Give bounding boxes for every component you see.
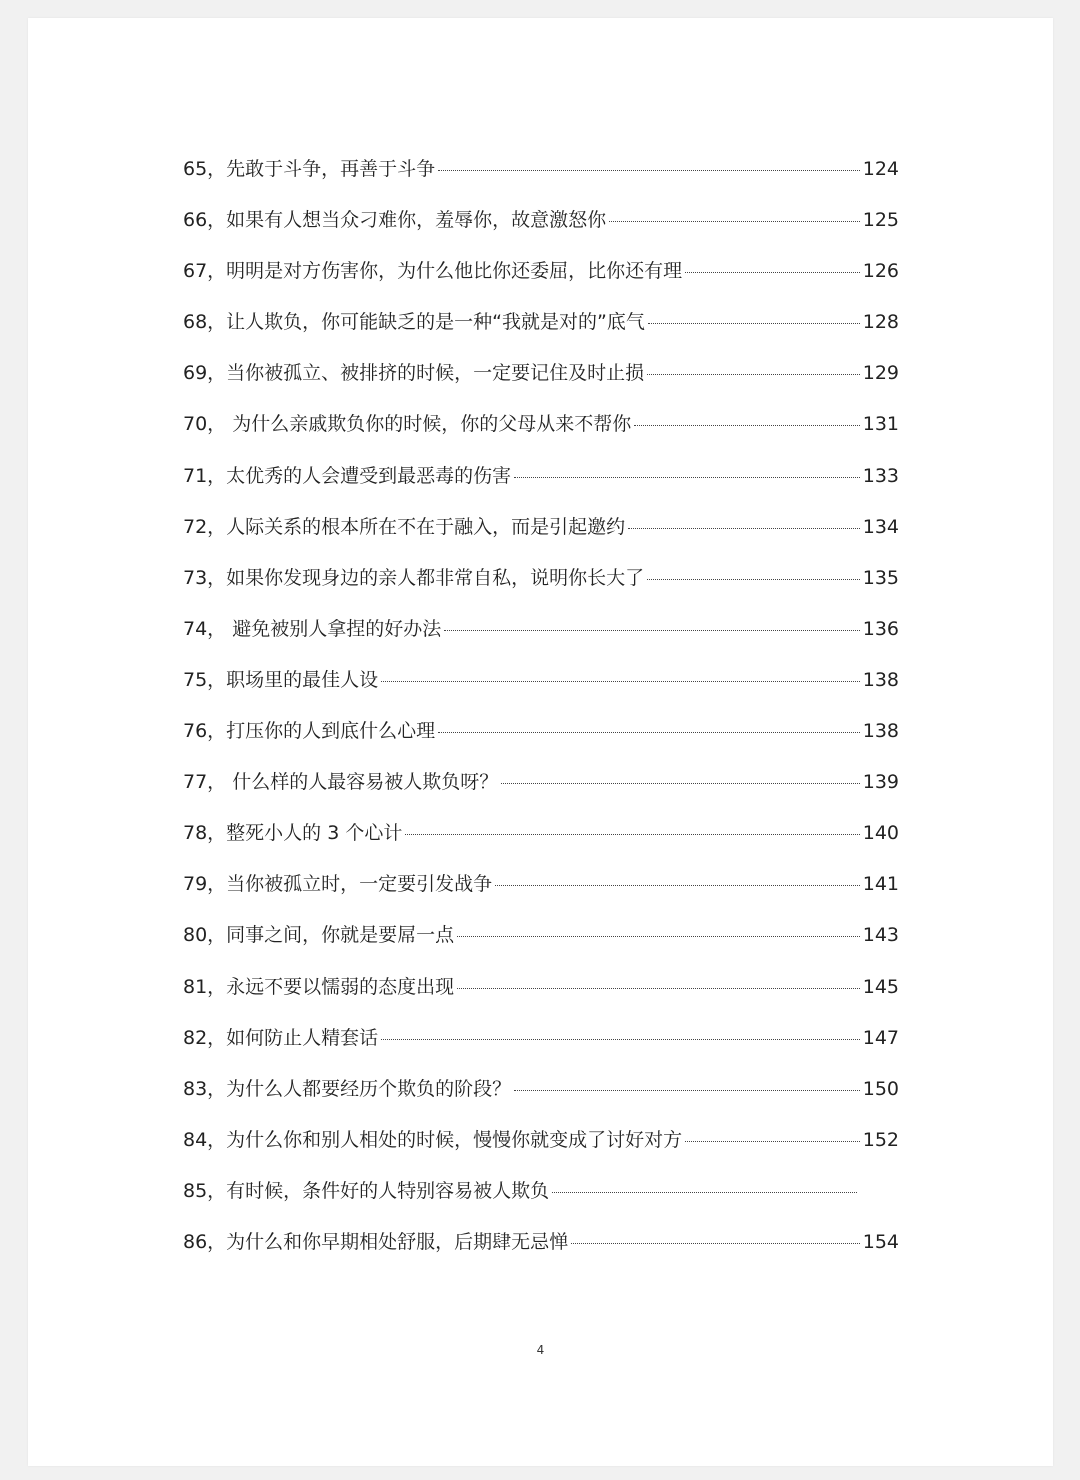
- dot-leader: [381, 681, 860, 682]
- toc-entry-title: 80，同事之间，你就是要屌一点: [183, 924, 455, 947]
- toc-entry-title: 83，为什么人都要经历个欺负的阶段？: [183, 1077, 512, 1100]
- toc-entry-83[interactable]: [183, 1074, 899, 1125]
- dot-leader: [514, 477, 860, 478]
- dot-leader: [571, 1243, 860, 1244]
- toc-entry-title: 70， 为什么亲戚欺负你的时候，你的父母从来不帮你: [183, 413, 632, 436]
- toc-entry-79[interactable]: [183, 869, 899, 920]
- toc-entry-page: 129: [862, 362, 899, 385]
- toc-entry-title: 73，如果你发现身边的亲人都非常自私，说明你长大了: [183, 566, 645, 589]
- toc-entry-page: 134: [862, 515, 899, 538]
- toc-entry-page: 152: [862, 1128, 899, 1151]
- dot-leader: [648, 323, 860, 324]
- toc-entry-title: 84，为什么你和别人相处的时候，慢慢你就变成了讨好对方: [183, 1128, 683, 1151]
- toc-entry-page: 150: [862, 1077, 899, 1100]
- toc-entry-title: 68，让人欺负，你可能缺乏的是一种“我就是对的”底气: [183, 311, 645, 334]
- toc-entry-page: 135: [862, 566, 899, 589]
- toc-entry-title: 81，永远不要以懦弱的态度出现: [183, 975, 455, 998]
- toc-entry-page: 131: [862, 413, 899, 436]
- toc-entry-76[interactable]: [183, 716, 899, 767]
- toc-entry-page: 141: [862, 873, 899, 896]
- dot-leader: [628, 528, 860, 529]
- toc-entry-page: 143: [862, 924, 899, 947]
- toc-entry-page: 138: [862, 720, 899, 743]
- toc-entry-86[interactable]: [183, 1227, 899, 1278]
- toc-entry-page: 147: [862, 1026, 899, 1049]
- dot-leader: [609, 221, 860, 222]
- toc-entry-page: 133: [862, 464, 899, 487]
- toc-entry-title: 71，太优秀的人会遭受到最恶毒的伤害: [183, 464, 512, 487]
- toc-entry-page: 124: [862, 158, 899, 180]
- page-number: 4: [536, 1343, 545, 1357]
- toc-entry-77[interactable]: [183, 767, 899, 818]
- dot-leader: [501, 783, 860, 784]
- toc-entry-title: 66，如果有人想当众刁难你，羞辱你，故意激怒你: [183, 209, 607, 232]
- toc-entry-title: 78，整死小人的 3 个心计: [183, 822, 403, 845]
- dot-leader: [438, 170, 860, 171]
- toc-entry-title: 85，有时候，条件好的人特别容易被人欺负: [183, 1179, 550, 1202]
- toc-entry-page: 154: [862, 1230, 899, 1253]
- toc-entry-68[interactable]: [183, 307, 899, 358]
- toc-entry-page: 136: [862, 617, 899, 640]
- toc-entry-title: 69，当你被孤立、被排挤的时候，一定要记住及时止损: [183, 362, 645, 385]
- toc-entry-66[interactable]: [183, 205, 899, 256]
- toc-entry-title: 76，打压你的人到底什么心理: [183, 720, 436, 743]
- dot-leader: [647, 579, 860, 580]
- toc-entry-70[interactable]: [183, 409, 899, 460]
- dot-leader: [381, 1039, 860, 1040]
- toc-entry-title: 67，明明是对方伤害你，为什么他比你还委屈，比你还有理: [183, 260, 683, 283]
- toc-entry-title: 86，为什么和你早期相处舒服，后期肆无忌惮: [183, 1230, 569, 1253]
- toc-entry-73[interactable]: [183, 563, 899, 614]
- toc-entry-65[interactable]: [183, 154, 899, 205]
- toc-entry-title: 79，当你被孤立时，一定要引发战争: [183, 873, 493, 896]
- toc-entry-title: 74， 避免被别人拿捏的好办法: [183, 617, 442, 640]
- toc-entry-page: 138: [862, 668, 899, 691]
- toc-entry-82[interactable]: [183, 1023, 899, 1074]
- toc-entry-72[interactable]: [183, 512, 899, 563]
- toc-entry-title: 82，如何防止人精套话: [183, 1026, 379, 1049]
- toc-entry-title: 75，职场里的最佳人设: [183, 668, 379, 691]
- dot-leader: [647, 374, 860, 375]
- dot-leader: [444, 630, 860, 631]
- toc-entry-74[interactable]: [183, 614, 899, 665]
- document-page: [28, 18, 1053, 1466]
- dot-leader: [552, 1192, 857, 1193]
- toc-entry-page: 139: [862, 771, 899, 794]
- dot-leader: [685, 272, 860, 273]
- toc-entry-page: 145: [862, 975, 899, 998]
- toc-entry-page: 126: [862, 260, 899, 283]
- dot-leader: [514, 1090, 860, 1091]
- toc-entry-80[interactable]: [183, 920, 899, 971]
- dot-leader: [634, 425, 860, 426]
- dot-leader: [457, 936, 860, 937]
- dot-leader: [457, 988, 860, 989]
- toc-entry-69[interactable]: [183, 358, 899, 409]
- toc-entry-81[interactable]: [183, 972, 899, 1023]
- toc-entry-78[interactable]: [183, 818, 899, 869]
- toc-entry-75[interactable]: [183, 665, 899, 716]
- dot-leader: [685, 1141, 860, 1142]
- toc-entry-title: 65，先敢于斗争，再善于斗争: [183, 158, 436, 180]
- table-of-contents: [183, 154, 899, 1278]
- toc-entry-page: 128: [862, 311, 899, 334]
- toc-entry-page: 140: [862, 822, 899, 845]
- dot-leader: [495, 885, 860, 886]
- toc-entry-67[interactable]: [183, 256, 899, 307]
- dot-leader: [405, 834, 859, 835]
- toc-entry-page: 125: [862, 209, 899, 232]
- dot-leader: [438, 732, 860, 733]
- toc-entry-71[interactable]: [183, 461, 899, 512]
- toc-entry-title: 77， 什么样的人最容易被人欺负呀？: [183, 771, 499, 794]
- toc-entry-85[interactable]: [183, 1176, 899, 1227]
- toc-entry-84[interactable]: [183, 1125, 899, 1176]
- toc-entry-title: 72，人际关系的根本所在不在于融入，而是引起邀约: [183, 515, 626, 538]
